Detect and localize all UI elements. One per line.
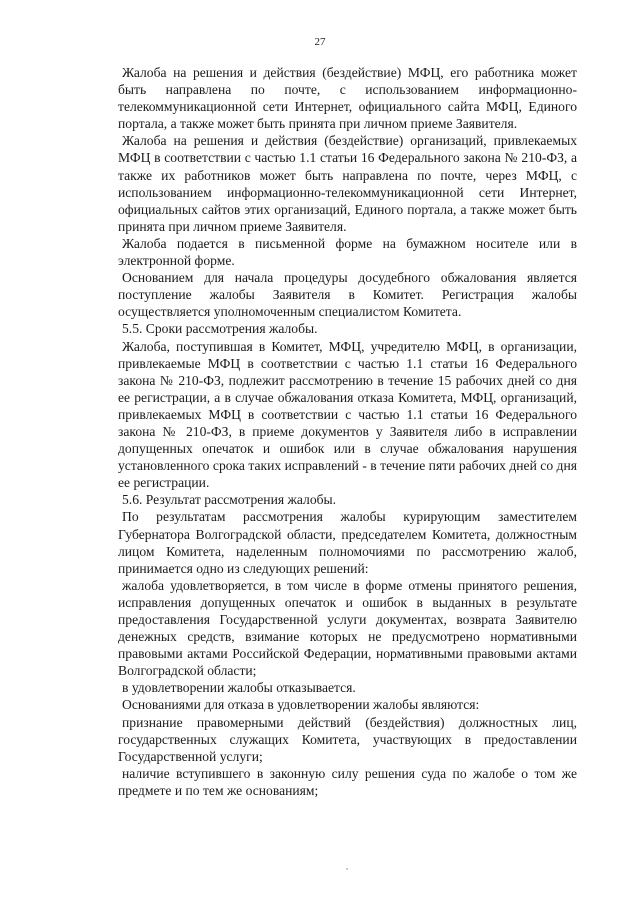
page-number: 27 (314, 36, 326, 48)
paragraph-ground-court-decision: наличие вступившего в законную силу решения суда по жалобе о том же предмете и по тем же основаниям; (118, 765, 577, 798)
paragraph-decision-satisfied: жалоба удовлетворяется, в том числе в форме отмены принятого решения, исправления допущенных опечаток и ошибок в выданных в результате предоставления Государственной услуги документах, возврата Заявителю денежных средств, взимание которых не предусмотрено нормативными правовыми актами Российской Федерации, нормативными правовыми актами Волгоградской области; (118, 577, 577, 679)
document-body (118, 64, 577, 799)
paragraph-refusal-grounds: Основаниями для отказа в удовлетворении жалобы являются: (122, 697, 480, 713)
paragraph-procedure-basis: Основанием для начала процедуры досудебного обжалования является поступление жалобы Заявителя в Комитет. Регистрация жалобы осуществляется уполномоченным специалистом Комитета. (118, 270, 577, 320)
paragraph-complaint-form: Жалоба подается в письменной форме на бумажном носителе или в электронной форме. (118, 235, 577, 269)
paragraph-decision-refused: в удовлетворении жалобы отказывается. (122, 680, 356, 696)
paragraph-complaint-mfc: Жалоба на решения и действия (бездействие) МФЦ, его работника может быть направлена по почте, с использованием информационно-телекоммуникационной сети Интернет, официального сайта МФЦ, Единого портала, а также может быть принята при личном приеме Заявителя. (118, 65, 577, 132)
paragraph-ground-lawful-actions: признание правомерными действий (бездействия) должностных лиц, государственных служащих Комитета, участвующих в предоставлении Государственной услуги; (118, 714, 577, 764)
paragraph-review-terms: Жалоба, поступившая в Комитет, МФЦ, учредителю МФЦ, в организации, привлекаемые МФЦ в соответствии с частью 1.1 статьи 16 Федерального закона № 210-ФЗ, подлежит рассмотрению в течение 15 рабочих дней со дня ее регистрации, а в случае обжалования отказа Комитета, МФЦ, организаций, привлекаемых МФЦ в соответствии с частью 1.1 статьи 16 Федерального закона № 210-ФЗ, в приеме документов у Заявителя либо в исправлении допущенных опечаток и ошибок или в случае обжалования нарушения установленного срока таких исправлений - в течение пяти рабочих дней со дня ее регистрации. (118, 338, 577, 491)
section-heading-5-5: 5.5. Сроки рассмотрения жалобы. (122, 321, 318, 337)
scan-speck (346, 868, 348, 870)
paragraph-complaint-organizations: Жалоба на решения и действия (бездействие) организаций, привлекаемых МФЦ в соответствии с частью 1.1 статьи 16 Федерального закона № 210-ФЗ, а также их работников может быть направлена по почте, через МФЦ, с использованием информационно-телекоммуникационной сети Интернет, официальных сайтов этих организаций, Единого портала, а также может быть принята при личном приеме Заявителя. (118, 133, 577, 234)
paragraph-review-results: По результатам рассмотрения жалобы курирующим заместителем Губернатора Волгоградской области, председателем Комитета, должностным лицом Комитета, наделенным полномочиями по рассмотрению жалоб, принимается одно из следующих решений: (118, 509, 577, 576)
section-heading-5-6: 5.6. Результат рассмотрения жалобы. (122, 492, 337, 508)
